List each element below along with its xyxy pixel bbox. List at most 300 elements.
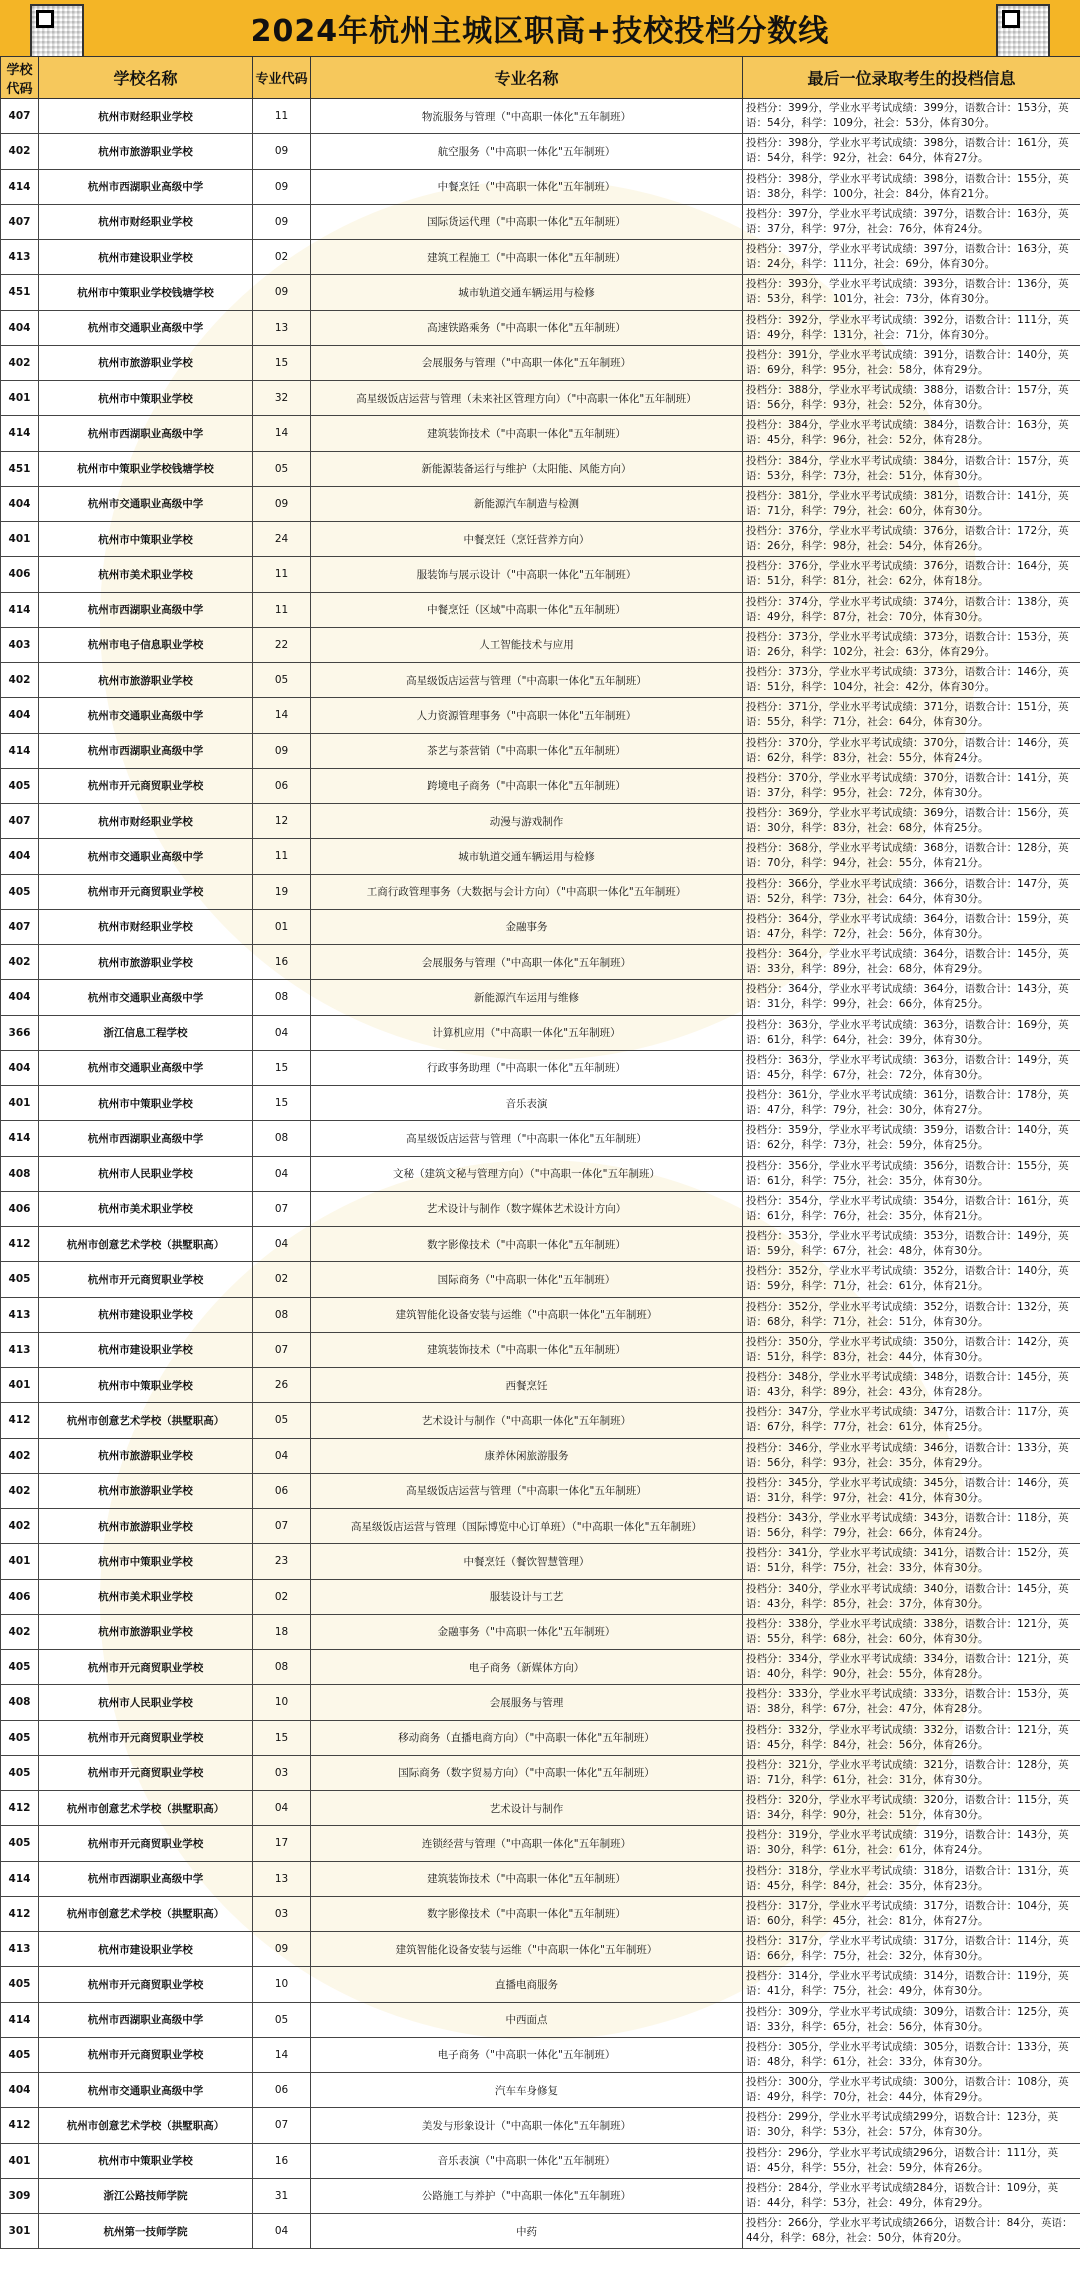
- cell-admission-info: 投档分：352分，学业水平考试成绩：352分，语数合计：132分，英语：68分，科学：71分，社会：51分，体育30分。: [743, 1297, 1080, 1332]
- table-row: [1, 1791, 1080, 1826]
- cell-major-name: 高星级饭店运营与管理（"中高职一体化"五年制班）: [311, 1473, 743, 1508]
- cell-school-code: 405: [1, 874, 39, 909]
- cell-school-name: 浙江信息工程学校: [39, 1015, 253, 1050]
- cell-major-name: 数字影像技术（"中高职一体化"五年制班）: [311, 1896, 743, 1931]
- cell-school-code: 407: [1, 204, 39, 239]
- cell-admission-info: 投档分：347分，学业水平考试成绩：347分，语数合计：117分，英语：67分，科学：77分，社会：61分，体育25分。: [743, 1403, 1080, 1438]
- table-row: [1, 1509, 1080, 1544]
- table-row: [1, 2143, 1080, 2178]
- cell-major-name: 高速铁路乘务（"中高职一体化"五年制班）: [311, 310, 743, 345]
- table-row: [1, 1227, 1080, 1262]
- cell-major-code: 13: [253, 310, 311, 345]
- cell-admission-info: 投档分：391分，学业水平考试成绩：391分，语数合计：140分，英语：69分，科学：95分，社会：58分，体育29分。: [743, 345, 1080, 380]
- cell-major-name: 人工智能技术与应用: [311, 627, 743, 662]
- cell-major-code: 13: [253, 1861, 311, 1896]
- cell-major-name: 新能源装备运行与维护（太阳能、风能方向）: [311, 451, 743, 486]
- cell-school-name: 杭州市开元商贸职业学校: [39, 1826, 253, 1861]
- cell-major-name: 建筑装饰技术（"中高职一体化"五年制班）: [311, 416, 743, 451]
- cell-admission-info: 投档分：333分，学业水平考试成绩：333分，语数合计：153分，英语：38分，科学：67分，社会：47分，体育28分。: [743, 1685, 1080, 1720]
- cell-major-code: 03: [253, 1755, 311, 1790]
- cell-school-name: 杭州市西湖职业高级中学: [39, 2002, 253, 2037]
- cell-school-name: 杭州市人民职业学校: [39, 1156, 253, 1191]
- cell-major-code: 11: [253, 839, 311, 874]
- table-row: [1, 1156, 1080, 1191]
- table-row: [1, 768, 1080, 803]
- cell-school-code: 406: [1, 557, 39, 592]
- cell-school-code: 401: [1, 1544, 39, 1579]
- cell-major-name: 电子商务（新媒体方向）: [311, 1650, 743, 1685]
- cell-major-code: 31: [253, 2178, 311, 2213]
- cell-admission-info: 投档分：317分，学业水平考试成绩：317分，语数合计：104分，英语：60分，科学：45分，社会：81分，体育27分。: [743, 1896, 1080, 1931]
- cell-school-code: 408: [1, 1685, 39, 1720]
- cell-major-code: 07: [253, 1509, 311, 1544]
- cell-admission-info: 投档分：397分，学业水平考试成绩：397分，语数合计：163分，英语：24分，科学：111分，社会：69分，体育30分。: [743, 240, 1080, 275]
- cell-school-name: 杭州市旅游职业学校: [39, 1438, 253, 1473]
- table-row: [1, 1403, 1080, 1438]
- cell-major-code: 16: [253, 945, 311, 980]
- cell-school-name: 杭州市旅游职业学校: [39, 345, 253, 380]
- cell-major-code: 02: [253, 1262, 311, 1297]
- cell-major-code: 08: [253, 1121, 311, 1156]
- cell-school-code: 401: [1, 2143, 39, 2178]
- cell-school-code: 451: [1, 275, 39, 310]
- cell-major-code: 09: [253, 204, 311, 239]
- cell-admission-info: 投档分：369分，学业水平考试成绩：369分，语数合计：156分，英语：30分，科学：83分，社会：68分，体育25分。: [743, 804, 1080, 839]
- cell-school-code: 451: [1, 451, 39, 486]
- cell-school-name: 浙江公路技师学院: [39, 2178, 253, 2213]
- cell-major-code: 09: [253, 733, 311, 768]
- cell-major-code: 07: [253, 1332, 311, 1367]
- table-row: [1, 1368, 1080, 1403]
- cell-school-code: 414: [1, 733, 39, 768]
- table-row: [1, 1896, 1080, 1931]
- cell-major-name: 音乐表演（"中高职一体化"五年制班）: [311, 2143, 743, 2178]
- cell-school-name: 杭州市中策职业学校: [39, 2143, 253, 2178]
- table-row: [1, 804, 1080, 839]
- cell-school-code: 402: [1, 1438, 39, 1473]
- cell-admission-info: 投档分：340分，学业水平考试成绩：340分，语数合计：145分，英语：43分，科学：85分，社会：37分，体育30分。: [743, 1579, 1080, 1614]
- table-row: [1, 627, 1080, 662]
- cell-school-name: 杭州市旅游职业学校: [39, 1509, 253, 1544]
- cell-admission-info: 投档分：334分，学业水平考试成绩：334分，语数合计：121分，英语：40分，科学：90分，社会：55分，体育28分。: [743, 1650, 1080, 1685]
- cell-school-code: 413: [1, 1932, 39, 1967]
- qr-code-icon: [996, 4, 1050, 58]
- cell-major-code: 04: [253, 1227, 311, 1262]
- cell-major-name: 文秘（建筑文秘与管理方向）（"中高职一体化"五年制班）: [311, 1156, 743, 1191]
- cell-major-name: 工商行政管理事务（大数据与会计方向）（"中高职一体化"五年制班）: [311, 874, 743, 909]
- cell-school-name: 杭州市交通职业高级中学: [39, 310, 253, 345]
- cell-school-name: 杭州市旅游职业学校: [39, 663, 253, 698]
- cell-admission-info: 投档分：398分，学业水平考试成绩：398分，语数合计：155分，英语：38分，科学：100分，社会：84分，体育21分。: [743, 169, 1080, 204]
- cell-major-name: 建筑工程施工（"中高职一体化"五年制班）: [311, 240, 743, 275]
- cell-major-name: 高星级饭店运营与管理（"中高职一体化"五年制班）: [311, 1121, 743, 1156]
- cell-school-name: 杭州市创意艺术学校（拱墅职高）: [39, 1403, 253, 1438]
- cell-admission-info: 投档分：352分，学业水平考试成绩：352分，语数合计：140分，英语：59分，科学：71分，社会：61分，体育21分。: [743, 1262, 1080, 1297]
- cell-admission-info: 投档分：384分，学业水平考试成绩：384分，语数合计：157分，英语：53分，科学：73分，社会：51分，体育30分。: [743, 451, 1080, 486]
- table-row: [1, 945, 1080, 980]
- table-row: [1, 2073, 1080, 2108]
- cell-school-name: 杭州市交通职业高级中学: [39, 839, 253, 874]
- cell-admission-info: 投档分：338分，学业水平考试成绩：338分，语数合计：121分，英语：55分，科学：68分，社会：60分，体育30分。: [743, 1614, 1080, 1649]
- table-row: [1, 2178, 1080, 2213]
- cell-school-code: 407: [1, 909, 39, 944]
- table-row: [1, 663, 1080, 698]
- cell-school-name: 杭州市西湖职业高级中学: [39, 1861, 253, 1896]
- cell-major-name: 服装设计与工艺: [311, 1579, 743, 1614]
- cell-admission-info: 投档分：373分，学业水平考试成绩：373分，语数合计：153分，英语：26分，科学：102分，社会：63分，体育29分。: [743, 627, 1080, 662]
- cell-school-code: 407: [1, 99, 39, 134]
- table-row: [1, 1297, 1080, 1332]
- cell-admission-info: 投档分：363分，学业水平考试成绩：363分，语数合计：149分，英语：45分，科学：67分，社会：72分，体育30分。: [743, 1050, 1080, 1085]
- cell-admission-info: 投档分：341分，学业水平考试成绩：341分，语数合计：152分，英语：51分，科学：75分，社会：33分，体育30分。: [743, 1544, 1080, 1579]
- cell-school-code: 406: [1, 1191, 39, 1226]
- cell-admission-info: 投档分：343分，学业水平考试成绩：343分，语数合计：118分，英语：56分，科学：79分，社会：66分，体育24分。: [743, 1509, 1080, 1544]
- cell-major-code: 02: [253, 1579, 311, 1614]
- table-row: [1, 2002, 1080, 2037]
- cell-school-code: 401: [1, 522, 39, 557]
- cell-admission-info: 投档分：284分，学业水平考试成绩284分，语数合计：109分，英语：44分，科学：53分，社会：49分，体育29分。: [743, 2178, 1080, 2213]
- page-title: 2024年杭州主城区职高+技校投档分数线: [250, 14, 830, 49]
- cell-admission-info: 投档分：300分，学业水平考试成绩：300分，语数合计：108分，英语：49分，科学：70分，社会：44分，体育29分。: [743, 2073, 1080, 2108]
- table-row: [1, 698, 1080, 733]
- cell-school-name: 杭州市西湖职业高级中学: [39, 733, 253, 768]
- cell-major-name: 中西面点: [311, 2002, 743, 2037]
- cell-school-name: 杭州市美术职业学校: [39, 1191, 253, 1226]
- cell-admission-info: 投档分：317分，学业水平考试成绩：317分，语数合计：114分，英语：66分，科学：75分，社会：32分，体育30分。: [743, 1932, 1080, 1967]
- cell-school-name: 杭州市开元商贸职业学校: [39, 874, 253, 909]
- cell-school-code: 404: [1, 698, 39, 733]
- cell-major-name: 电子商务（"中高职一体化"五年制班）: [311, 2037, 743, 2072]
- table-row: [1, 310, 1080, 345]
- cell-school-code: 402: [1, 1614, 39, 1649]
- cell-major-code: 15: [253, 1720, 311, 1755]
- cell-major-name: 艺术设计与制作（"中高职一体化"五年制班）: [311, 1403, 743, 1438]
- cell-admission-info: 投档分：393分，学业水平考试成绩：393分，语数合计：136分，英语：53分，科学：101分，社会：73分，体育30分。: [743, 275, 1080, 310]
- cell-major-name: 国际商务（"中高职一体化"五年制班）: [311, 1262, 743, 1297]
- cell-admission-info: 投档分：299分，学业水平考试成绩299分，语数合计：123分，英语：30分，科学：53分，社会：57分，体育30分。: [743, 2108, 1080, 2143]
- cell-admission-info: 投档分：381分，学业水平考试成绩：381分，语数合计：141分，英语：71分，科学：79分，社会：60分，体育30分。: [743, 486, 1080, 521]
- cell-major-name: 中餐烹饪（餐饮智慧管理）: [311, 1544, 743, 1579]
- cell-major-name: 航空服务（"中高职一体化"五年制班）: [311, 134, 743, 169]
- cell-major-code: 01: [253, 909, 311, 944]
- cell-school-name: 杭州市中策职业学校钱塘学校: [39, 451, 253, 486]
- cell-major-code: 14: [253, 2037, 311, 2072]
- cell-major-code: 15: [253, 345, 311, 380]
- cell-school-name: 杭州市西湖职业高级中学: [39, 1121, 253, 1156]
- cell-school-code: 404: [1, 839, 39, 874]
- table-row: [1, 1473, 1080, 1508]
- table-row: [1, 1720, 1080, 1755]
- cell-major-code: 11: [253, 99, 311, 134]
- cell-school-name: 杭州第一技师学院: [39, 2214, 253, 2249]
- cell-school-name: 杭州市中策职业学校: [39, 1086, 253, 1121]
- cell-school-name: 杭州市西湖职业高级中学: [39, 416, 253, 451]
- table-row: [1, 1050, 1080, 1085]
- cell-school-name: 杭州市西湖职业高级中学: [39, 169, 253, 204]
- table-row: [1, 1438, 1080, 1473]
- cell-major-code: 09: [253, 134, 311, 169]
- cell-school-code: 405: [1, 1262, 39, 1297]
- cell-major-code: 26: [253, 1368, 311, 1403]
- table-row: [1, 2108, 1080, 2143]
- cell-major-code: 09: [253, 486, 311, 521]
- cell-admission-info: 投档分：366分，学业水平考试成绩：366分，语数合计：147分，英语：52分，科学：73分，社会：64分，体育30分。: [743, 874, 1080, 909]
- cell-school-code: 402: [1, 345, 39, 380]
- cell-school-name: 杭州市中策职业学校: [39, 1368, 253, 1403]
- cell-school-code: 404: [1, 2073, 39, 2108]
- cell-major-name: 人力资源管理事务（"中高职一体化"五年制班）: [311, 698, 743, 733]
- cell-school-code: 402: [1, 945, 39, 980]
- cell-school-name: 杭州市开元商贸职业学校: [39, 1967, 253, 2002]
- table-row: [1, 980, 1080, 1015]
- cell-school-name: 杭州市开元商贸职业学校: [39, 768, 253, 803]
- cell-school-name: 杭州市旅游职业学校: [39, 1614, 253, 1649]
- cell-school-code: 406: [1, 1579, 39, 1614]
- cell-major-code: 23: [253, 1544, 311, 1579]
- cell-major-code: 05: [253, 451, 311, 486]
- cell-school-code: 404: [1, 486, 39, 521]
- cell-admission-info: 投档分：364分，学业水平考试成绩：364分，语数合计：143分，英语：31分，科学：99分，社会：66分，体育25分。: [743, 980, 1080, 1015]
- table-header-row: [1, 57, 1080, 99]
- cell-school-name: 杭州市人民职业学校: [39, 1685, 253, 1720]
- cell-major-code: 22: [253, 627, 311, 662]
- cell-major-name: 金融事务（"中高职一体化"五年制班）: [311, 1614, 743, 1649]
- table-row: [1, 1332, 1080, 1367]
- header-school-name: 学校名称: [39, 57, 253, 99]
- table-row: [1, 1579, 1080, 1614]
- cell-school-code: 402: [1, 1509, 39, 1544]
- cell-school-code: 412: [1, 1791, 39, 1826]
- table-row: [1, 522, 1080, 557]
- cell-school-code: 301: [1, 2214, 39, 2249]
- cell-major-code: 15: [253, 1086, 311, 1121]
- cell-major-name: 建筑装饰技术（"中高职一体化"五年制班）: [311, 1861, 743, 1896]
- table-row: [1, 99, 1080, 134]
- cell-major-code: 11: [253, 557, 311, 592]
- cell-admission-info: 投档分：376分，学业水平考试成绩：376分，语数合计：172分，英语：26分，科学：98分，社会：54分，体育26分。: [743, 522, 1080, 557]
- table-row: [1, 1685, 1080, 1720]
- cell-admission-info: 投档分：354分，学业水平考试成绩：354分，语数合计：161分，英语：61分，科学：76分，社会：35分，体育21分。: [743, 1191, 1080, 1226]
- cell-major-name: 中餐烹饪（区域"中高职一体化"五年制班）: [311, 592, 743, 627]
- cell-major-code: 08: [253, 1650, 311, 1685]
- cell-school-code: 408: [1, 1156, 39, 1191]
- header-info: 最后一位录取考生的投档信息: [743, 57, 1080, 99]
- cell-major-code: 06: [253, 768, 311, 803]
- cell-admission-info: 投档分：399分，学业水平考试成绩：399分，语数合计：153分，英语：54分，科学：109分，社会：53分，体育30分。: [743, 99, 1080, 134]
- cell-school-name: 杭州市交通职业高级中学: [39, 1050, 253, 1085]
- header-school-code: 学校代码: [1, 57, 39, 99]
- cell-major-code: 10: [253, 1967, 311, 2002]
- cell-admission-info: 投档分：356分，学业水平考试成绩：356分，语数合计：155分，英语：61分，科学：75分，社会：35分，体育30分。: [743, 1156, 1080, 1191]
- table-row: [1, 169, 1080, 204]
- cell-school-name: 杭州市旅游职业学校: [39, 945, 253, 980]
- cell-school-name: 杭州市开元商贸职业学校: [39, 2037, 253, 2072]
- cell-major-name: 中餐烹饪（"中高职一体化"五年制班）: [311, 169, 743, 204]
- table-row: [1, 486, 1080, 521]
- cell-school-name: 杭州市建设职业学校: [39, 240, 253, 275]
- cell-school-code: 404: [1, 1050, 39, 1085]
- cell-major-code: 04: [253, 2214, 311, 2249]
- cell-major-name: 中药: [311, 2214, 743, 2249]
- cell-school-name: 杭州市中策职业学校钱塘学校: [39, 275, 253, 310]
- cell-major-code: 05: [253, 2002, 311, 2037]
- table-row: [1, 345, 1080, 380]
- qr-code-icon: [30, 4, 84, 58]
- cell-school-name: 杭州市交通职业高级中学: [39, 486, 253, 521]
- cell-school-code: 405: [1, 1650, 39, 1685]
- cell-admission-info: 投档分：345分，学业水平考试成绩：345分，语数合计：146分，英语：31分，科学：97分，社会：41分，体育30分。: [743, 1473, 1080, 1508]
- cell-major-code: 09: [253, 275, 311, 310]
- cell-school-name: 杭州市创意艺术学校（拱墅职高）: [39, 2108, 253, 2143]
- table-row: [1, 1967, 1080, 2002]
- cell-admission-info: 投档分：332分，学业水平考试成绩：332分，语数合计：121分，英语：45分，科学：84分，社会：56分，体育26分。: [743, 1720, 1080, 1755]
- cell-admission-info: 投档分：321分，学业水平考试成绩：321分，语数合计：128分，英语：71分，科学：61分，社会：31分，体育30分。: [743, 1755, 1080, 1790]
- cell-school-name: 杭州市交通职业高级中学: [39, 698, 253, 733]
- table-row: [1, 1086, 1080, 1121]
- cell-admission-info: 投档分：392分，学业水平考试成绩：392分，语数合计：111分，英语：49分，科学：131分，社会：71分，体育30分。: [743, 310, 1080, 345]
- cell-admission-info: 投档分：320分，学业水平考试成绩：320分，语数合计：115分，英语：34分，科学：90分，社会：51分，体育30分。: [743, 1791, 1080, 1826]
- cell-school-code: 402: [1, 1473, 39, 1508]
- cell-major-name: 会展服务与管理（"中高职一体化"五年制班）: [311, 945, 743, 980]
- cell-school-name: 杭州市建设职业学校: [39, 1932, 253, 1967]
- cell-school-name: 杭州市创意艺术学校（拱墅职高）: [39, 1227, 253, 1262]
- cell-admission-info: 投档分：364分，学业水平考试成绩：364分，语数合计：159分，英语：47分，科学：72分，社会：56分，体育30分。: [743, 909, 1080, 944]
- cell-school-code: 404: [1, 980, 39, 1015]
- cell-admission-info: 投档分：353分，学业水平考试成绩：353分，语数合计：149分，英语：59分，科学：67分，社会：48分，体育30分。: [743, 1227, 1080, 1262]
- cell-school-name: 杭州市开元商贸职业学校: [39, 1720, 253, 1755]
- cell-major-code: 14: [253, 416, 311, 451]
- cell-admission-info: 投档分：373分，学业水平考试成绩：373分，语数合计：146分，英语：51分，科学：104分，社会：42分，体育30分。: [743, 663, 1080, 698]
- table-row: [1, 1121, 1080, 1156]
- cell-major-code: 06: [253, 1473, 311, 1508]
- cell-school-code: 402: [1, 134, 39, 169]
- cell-school-name: 杭州市建设职业学校: [39, 1297, 253, 1332]
- cell-major-code: 19: [253, 874, 311, 909]
- cell-admission-info: 投档分：305分，学业水平考试成绩：305分，语数合计：133分，英语：48分，科学：61分，社会：33分，体育30分。: [743, 2037, 1080, 2072]
- cell-major-code: 24: [253, 522, 311, 557]
- cell-major-code: 07: [253, 1191, 311, 1226]
- table-row: [1, 134, 1080, 169]
- cell-school-code: 405: [1, 1967, 39, 2002]
- cell-major-name: 艺术设计与制作（数字媒体艺术设计方向）: [311, 1191, 743, 1226]
- cell-school-code: 413: [1, 1297, 39, 1332]
- table-row: [1, 416, 1080, 451]
- cell-admission-info: 投档分：376分，学业水平考试成绩：376分，语数合计：164分，英语：51分，科学：81分，社会：62分，体育18分。: [743, 557, 1080, 592]
- cell-admission-info: 投档分：309分，学业水平考试成绩：309分，语数合计：125分，英语：33分，科学：65分，社会：56分，体育30分。: [743, 2002, 1080, 2037]
- cell-major-code: 15: [253, 1050, 311, 1085]
- cell-major-name: 高星级饭店运营与管理（未来社区管理方向）（"中高职一体化"五年制班）: [311, 381, 743, 416]
- cell-admission-info: 投档分：359分，学业水平考试成绩：359分，语数合计：140分，英语：62分，科学：73分，社会：59分，体育25分。: [743, 1121, 1080, 1156]
- cell-major-code: 10: [253, 1685, 311, 1720]
- table-row: [1, 557, 1080, 592]
- cell-major-name: 音乐表演: [311, 1086, 743, 1121]
- table-row: [1, 592, 1080, 627]
- cell-admission-info: 投档分：388分，学业水平考试成绩：388分，语数合计：157分，英语：56分，科学：93分，社会：52分，体育30分。: [743, 381, 1080, 416]
- table-row: [1, 1262, 1080, 1297]
- cell-major-code: 09: [253, 1932, 311, 1967]
- cell-school-code: 414: [1, 1121, 39, 1156]
- cell-major-code: 11: [253, 592, 311, 627]
- cell-major-name: 服装饰与展示设计（"中高职一体化"五年制班）: [311, 557, 743, 592]
- table-row: [1, 874, 1080, 909]
- cell-major-name: 新能源汽车运用与维修: [311, 980, 743, 1015]
- cell-major-name: 国际货运代理（"中高职一体化"五年制班）: [311, 204, 743, 239]
- cell-admission-info: 投档分：350分，学业水平考试成绩：350分，语数合计：142分，英语：51分，科学：83分，社会：44分，体育30分。: [743, 1332, 1080, 1367]
- cell-major-name: 美发与形象设计（"中高职一体化"五年制班）: [311, 2108, 743, 2143]
- cell-major-name: 连锁经营与管理（"中高职一体化"五年制班）: [311, 1826, 743, 1861]
- cell-major-code: 04: [253, 1791, 311, 1826]
- page-header: [0, 0, 1080, 58]
- cell-admission-info: 投档分：398分，学业水平考试成绩：398分，语数合计：161分，英语：54分，科学：92分，社会：64分，体育27分。: [743, 134, 1080, 169]
- cell-school-code: 403: [1, 627, 39, 662]
- cell-major-name: 计算机应用（"中高职一体化"五年制班）: [311, 1015, 743, 1050]
- cell-major-name: 金融事务: [311, 909, 743, 944]
- table-row: [1, 1544, 1080, 1579]
- cell-school-name: 杭州市中策职业学校: [39, 522, 253, 557]
- cell-school-code: 414: [1, 416, 39, 451]
- cell-admission-info: 投档分：371分，学业水平考试成绩：371分，语数合计：151分，英语：55分，科学：71分，社会：64分，体育30分。: [743, 698, 1080, 733]
- cell-major-name: 新能源汽车制造与检测: [311, 486, 743, 521]
- cell-school-code: 401: [1, 1086, 39, 1121]
- cell-school-code: 414: [1, 169, 39, 204]
- cell-school-code: 366: [1, 1015, 39, 1050]
- cell-major-name: 建筑智能化设备安装与运维（"中高职一体化"五年制班）: [311, 1297, 743, 1332]
- cell-admission-info: 投档分：384分，学业水平考试成绩：384分，语数合计：163分，英语：45分，科学：96分，社会：52分，体育28分。: [743, 416, 1080, 451]
- table-row: [1, 240, 1080, 275]
- cell-school-code: 401: [1, 1368, 39, 1403]
- cell-admission-info: 投档分：346分，学业水平考试成绩：346分，语数合计：133分，英语：56分，科学：93分，社会：35分，体育29分。: [743, 1438, 1080, 1473]
- cell-admission-info: 投档分：364分，学业水平考试成绩：364分，语数合计：145分，英语：33分，科学：89分，社会：68分，体育29分。: [743, 945, 1080, 980]
- cell-major-name: 动漫与游戏制作: [311, 804, 743, 839]
- cell-school-name: 杭州市财经职业学校: [39, 99, 253, 134]
- cell-school-name: 杭州市开元商贸职业学校: [39, 1650, 253, 1685]
- cell-school-name: 杭州市美术职业学校: [39, 557, 253, 592]
- cell-admission-info: 投档分：266分，学业水平考试成绩266分，语数合计：84分，英语：44分，科学：68分，社会：50分，体育20分。: [743, 2214, 1080, 2249]
- cell-major-code: 32: [253, 381, 311, 416]
- table-row: [1, 1755, 1080, 1790]
- cell-major-name: 会展服务与管理: [311, 1685, 743, 1720]
- cell-school-code: 413: [1, 1332, 39, 1367]
- cell-major-code: 06: [253, 2073, 311, 2108]
- cell-school-name: 杭州市财经职业学校: [39, 909, 253, 944]
- cell-school-name: 杭州市交通职业高级中学: [39, 980, 253, 1015]
- cell-school-name: 杭州市中策职业学校: [39, 381, 253, 416]
- cell-major-name: 西餐烹饪: [311, 1368, 743, 1403]
- cell-major-code: 05: [253, 1403, 311, 1438]
- cell-major-code: 08: [253, 1297, 311, 1332]
- cell-major-name: 汽车车身修复: [311, 2073, 743, 2108]
- cell-major-code: 07: [253, 2108, 311, 2143]
- cell-major-name: 艺术设计与制作: [311, 1791, 743, 1826]
- cell-major-name: 城市轨道交通车辆运用与检修: [311, 275, 743, 310]
- cell-major-name: 高星级饭店运营与管理（国际博览中心订单班）（"中高职一体化"五年制班）: [311, 1509, 743, 1544]
- table-row: [1, 909, 1080, 944]
- cell-major-name: 中餐烹饪（烹饪营养方向）: [311, 522, 743, 557]
- cell-major-name: 康养休闲旅游服务: [311, 1438, 743, 1473]
- table-row: [1, 2214, 1080, 2249]
- cell-school-code: 309: [1, 2178, 39, 2213]
- cell-school-name: 杭州市创意艺术学校（拱墅职高）: [39, 1896, 253, 1931]
- cell-school-name: 杭州市中策职业学校: [39, 1544, 253, 1579]
- table-row: [1, 2037, 1080, 2072]
- cell-major-code: 02: [253, 240, 311, 275]
- cell-major-name: 会展服务与管理（"中高职一体化"五年制班）: [311, 345, 743, 380]
- cell-major-code: 08: [253, 980, 311, 1015]
- cell-school-code: 405: [1, 1826, 39, 1861]
- table-row: [1, 733, 1080, 768]
- cell-major-code: 16: [253, 2143, 311, 2178]
- cell-admission-info: 投档分：318分，学业水平考试成绩：318分，语数合计：131分，英语：45分，科学：84分，社会：35分，体育23分。: [743, 1861, 1080, 1896]
